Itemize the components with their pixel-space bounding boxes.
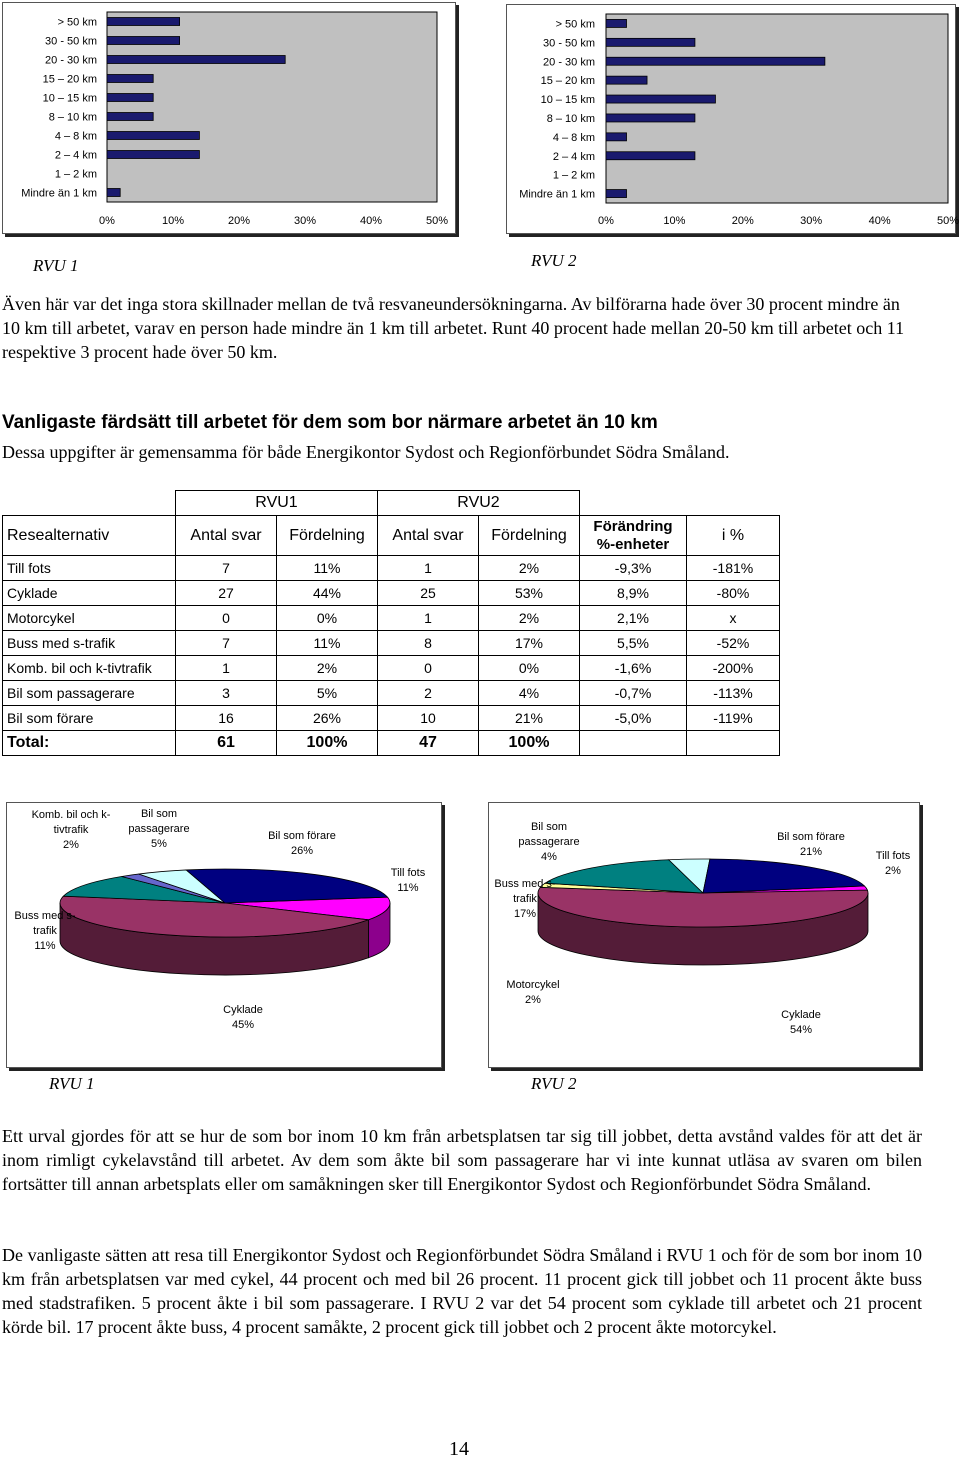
pie-chart-rvu1 bbox=[6, 802, 442, 1068]
col-header-forandring bbox=[580, 516, 687, 556]
slice-label-cyklade: 54% bbox=[789, 1024, 813, 1036]
row-antal-rvu1: 27 bbox=[176, 581, 277, 606]
bar bbox=[606, 19, 627, 27]
row-name: Bil som förare bbox=[3, 706, 176, 731]
bar bbox=[606, 57, 825, 65]
row-fordelning-rvu1: 11% bbox=[277, 556, 378, 581]
category-label: 20 - 30 km bbox=[543, 56, 595, 69]
row-forandring: -5,0% bbox=[580, 706, 687, 731]
slice-label-buss: Buss med s- bbox=[494, 878, 556, 890]
category-label: 30 - 50 km bbox=[45, 35, 97, 48]
pie-chart-rvu2-svg bbox=[489, 803, 919, 1067]
pie-chart-rvu2 bbox=[488, 802, 920, 1068]
row-antal-rvu1: 16 bbox=[176, 706, 277, 731]
slice-label-till-fots: Till fots bbox=[390, 867, 426, 879]
slice-label-forare: 26% bbox=[290, 845, 314, 857]
distance-chart-rvu2-svg bbox=[507, 5, 960, 233]
col-header-fordelning-rvu2: Fördelning bbox=[479, 516, 580, 556]
distance-chart-rvu1 bbox=[2, 2, 456, 234]
row-antal-rvu1: 7 bbox=[176, 631, 277, 656]
table-row bbox=[3, 606, 780, 631]
bar bbox=[107, 75, 153, 83]
bar bbox=[107, 37, 180, 45]
bar bbox=[107, 18, 180, 26]
category-label: 20 - 30 km bbox=[45, 54, 97, 67]
category-label: 30 - 50 km bbox=[543, 37, 595, 50]
col-header-antal-rvu2: Antal svar bbox=[378, 516, 479, 556]
col-header-resealternativ: Resealternativ bbox=[3, 516, 176, 556]
row-antal-rvu2: 1 bbox=[378, 606, 479, 631]
group-header-rvu2: RVU2 bbox=[378, 491, 580, 516]
col-header-fordelning-rvu1: Fördelning bbox=[277, 516, 378, 556]
category-label: 1 – 2 km bbox=[552, 169, 595, 182]
distance-chart-rvu1-svg bbox=[3, 3, 455, 233]
group-header-rvu1: RVU1 bbox=[176, 491, 378, 516]
row-name: Till fots bbox=[3, 556, 176, 581]
slice-label-passagerare: 4% bbox=[541, 851, 557, 863]
slice-label-buss: 11% bbox=[34, 940, 56, 952]
bar bbox=[606, 114, 695, 122]
col-header-forandring-line2: %-enheter bbox=[596, 535, 670, 553]
bar bbox=[606, 190, 627, 198]
slice-label-komb: Komb. bil och k- bbox=[31, 809, 111, 821]
row-fordelning-rvu2: 21% bbox=[479, 706, 580, 731]
category-label: Mindre än 1 km bbox=[21, 187, 97, 200]
slice-label-forare: Bil som förare bbox=[268, 830, 336, 842]
slice-label-motorcykel: 2% bbox=[525, 994, 541, 1006]
slice-label-buss: 17% bbox=[513, 908, 537, 920]
row-fordelning-rvu1: 5% bbox=[277, 681, 378, 706]
row-iprocent: -181% bbox=[687, 556, 780, 581]
row-iprocent: -119% bbox=[687, 706, 780, 731]
bar bbox=[107, 189, 120, 197]
table-row bbox=[3, 656, 780, 681]
slice-label-till-fots: Till fots bbox=[875, 850, 911, 862]
bar bbox=[606, 76, 647, 84]
row-antal-rvu2: 25 bbox=[378, 581, 479, 606]
x-tick-label: 0% bbox=[99, 215, 115, 227]
x-tick-label: 10% bbox=[663, 215, 686, 227]
row-antal-rvu1: 7 bbox=[176, 556, 277, 581]
section-subheading: Dessa uppgifter är gemensamma för både Energikontor Sydost och Regionförbundet Södra Småland. bbox=[2, 442, 730, 462]
row-antal-rvu2: 0 bbox=[378, 656, 479, 681]
row-iprocent: -200% bbox=[687, 656, 780, 681]
category-label: > 50 km bbox=[57, 16, 97, 29]
x-tick-label: 50% bbox=[936, 215, 960, 227]
total-fordelning-rvu2: 100% bbox=[479, 731, 580, 756]
table-row bbox=[3, 706, 780, 731]
row-name: Komb. bil och k-tivtrafik bbox=[3, 656, 176, 681]
row-name: Bil som passagerare bbox=[3, 681, 176, 706]
bar bbox=[606, 152, 695, 160]
slice-label-passagerare: passagerare bbox=[128, 823, 190, 835]
slice-label-passagerare: passagerare bbox=[518, 836, 580, 848]
col-header-forandring-line1: Förändring bbox=[593, 517, 673, 535]
table-row bbox=[3, 681, 780, 706]
bar bbox=[107, 151, 199, 159]
category-label: 2 – 4 km bbox=[552, 150, 595, 163]
slice-label-buss: trafik bbox=[513, 893, 537, 905]
category-label: 2 – 4 km bbox=[54, 149, 97, 162]
table-row bbox=[3, 631, 780, 656]
slice-label-till-fots: 11% bbox=[397, 882, 419, 894]
category-label: 8 – 10 km bbox=[48, 111, 97, 124]
slice-label-cyklade: Cyklade bbox=[781, 1009, 821, 1021]
bar bbox=[107, 56, 285, 64]
bar bbox=[107, 132, 199, 140]
slice-label-komb: 2% bbox=[63, 839, 79, 851]
distance-chart-rvu2 bbox=[506, 4, 960, 234]
bar bbox=[107, 113, 153, 121]
category-label: 8 – 10 km bbox=[546, 112, 595, 125]
slice-label-passagerare: 5% bbox=[151, 838, 167, 850]
total-antal-rvu1: 61 bbox=[176, 731, 277, 756]
slice-label-forare: Bil som förare bbox=[777, 831, 845, 843]
caption-rvu1-bottom: RVU 1 bbox=[49, 1074, 95, 1093]
row-antal-rvu1: 1 bbox=[176, 656, 277, 681]
slice-label-till-fots: 2% bbox=[885, 865, 901, 877]
x-tick-label: 30% bbox=[800, 215, 823, 227]
row-forandring: -9,3% bbox=[580, 556, 687, 581]
row-fordelning-rvu1: 26% bbox=[277, 706, 378, 731]
row-fordelning-rvu2: 4% bbox=[479, 681, 580, 706]
bar bbox=[107, 94, 153, 102]
x-tick-label: 50% bbox=[425, 215, 449, 227]
category-label: 15 – 20 km bbox=[540, 75, 595, 88]
row-fordelning-rvu1: 11% bbox=[277, 631, 378, 656]
row-iprocent: x bbox=[687, 606, 780, 631]
category-label: 4 – 8 km bbox=[552, 131, 595, 144]
category-label: 4 – 8 km bbox=[54, 130, 97, 143]
caption-rvu2-bottom: RVU 2 bbox=[531, 1074, 577, 1093]
category-label: 1 – 2 km bbox=[54, 168, 97, 181]
slice-label-buss: Buss med s- bbox=[14, 910, 76, 922]
bar bbox=[606, 95, 715, 103]
x-tick-label: 30% bbox=[293, 215, 317, 227]
table-row bbox=[3, 556, 780, 581]
slice-label-cyklade: 45% bbox=[231, 1019, 255, 1031]
x-tick-label: 0% bbox=[598, 215, 614, 227]
x-tick-label: 20% bbox=[227, 215, 251, 227]
total-label: Total: bbox=[3, 731, 176, 756]
slice-label-forare: 21% bbox=[799, 846, 823, 858]
paragraph-selection: Ett urval gjordes för att se hur de som bor inom 10 km från arbetsplatsen tar sig till jobbet, detta avstånd valdes för att det är inom rimligt cykelavstånd till arbetet. Av dem som åkte bil som passagerare har vi inte kunnat utläsa av svaren om bilen fortsätter till annan arbetsplats eller om samåkningen sker till Energikontor Sydost och Regionförbundet Södra Småland. bbox=[2, 1126, 922, 1194]
row-fordelning-rvu2: 2% bbox=[479, 556, 580, 581]
page-number: 14 bbox=[449, 1438, 469, 1460]
row-forandring: 2,1% bbox=[580, 606, 687, 631]
section-heading: Vanligaste färdsätt till arbetet för dem som bor närmare arbetet än 10 km bbox=[2, 412, 658, 433]
pie-chart-rvu1-svg bbox=[7, 803, 441, 1067]
x-tick-label: 40% bbox=[359, 215, 383, 227]
row-name: Motorcykel bbox=[3, 606, 176, 631]
row-forandring: -1,6% bbox=[580, 656, 687, 681]
category-label: 10 – 15 km bbox=[42, 92, 97, 105]
total-fordelning-rvu1: 100% bbox=[277, 731, 378, 756]
row-name: Buss med s-trafik bbox=[3, 631, 176, 656]
col-header-iprocent: i % bbox=[687, 516, 780, 556]
slice-label-motorcykel: Motorcykel bbox=[506, 979, 560, 991]
caption-rvu2-top: RVU 2 bbox=[531, 251, 577, 270]
row-name: Cyklade bbox=[3, 581, 176, 606]
row-fordelning-rvu2: 53% bbox=[479, 581, 580, 606]
row-antal-rvu2: 2 bbox=[378, 681, 479, 706]
col-header-antal-rvu1: Antal svar bbox=[176, 516, 277, 556]
row-fordelning-rvu2: 0% bbox=[479, 656, 580, 681]
row-antal-rvu1: 0 bbox=[176, 606, 277, 631]
row-forandring: 8,9% bbox=[580, 581, 687, 606]
table-row bbox=[3, 581, 780, 606]
row-antal-rvu2: 10 bbox=[378, 706, 479, 731]
paragraph-distance-summary: Även här var det inga stora skillnader mellan de två resvaneundersökningarna. Av bilförarna hade över 30 procent mindre än 10 km till arbetet, varav en person hade mindre än 1 km till arbetet. Runt 40 procent hade mellan 20-50 km till arbetet och 11 respektive 3 procent hade över 50 km. bbox=[2, 294, 905, 362]
caption-rvu1-top: RVU 1 bbox=[33, 256, 79, 275]
travel-mode-table bbox=[2, 490, 780, 756]
row-antal-rvu2: 1 bbox=[378, 556, 479, 581]
row-fordelning-rvu1: 44% bbox=[277, 581, 378, 606]
x-tick-label: 20% bbox=[731, 215, 754, 227]
slice-label-cyklade: Cyklade bbox=[223, 1004, 263, 1016]
category-label: > 50 km bbox=[555, 18, 595, 31]
row-fordelning-rvu2: 2% bbox=[479, 606, 580, 631]
row-iprocent: -80% bbox=[687, 581, 780, 606]
category-label: 15 – 20 km bbox=[42, 73, 97, 86]
slice-label-komb: tivtrafik bbox=[53, 824, 89, 836]
x-tick-label: 40% bbox=[868, 215, 891, 227]
row-forandring: 5,5% bbox=[580, 631, 687, 656]
slice-label-buss: trafik bbox=[33, 925, 57, 937]
category-label: 10 – 15 km bbox=[540, 94, 595, 107]
row-fordelning-rvu1: 0% bbox=[277, 606, 378, 631]
category-label: Mindre än 1 km bbox=[519, 188, 595, 201]
row-antal-rvu1: 3 bbox=[176, 681, 277, 706]
row-fordelning-rvu2: 17% bbox=[479, 631, 580, 656]
paragraph-results: De vanligaste sätten att resa till Energikontor Sydost och Regionförbundet Södra Småland i RVU 1 och för de som bor inom 10 km från arbetsplatsen var med cykel, 44 procent och med bil 26 procent. 11 procent gick till jobbet och 11 procent åkte buss med stadstrafiken. 5 procent åkte i bil som passagerare. I RVU 2 var det 54 procent som cyklade till arbetet och 21 procent körde bil. 17 procent åkte buss, 4 procent samåkte, 2 procent gick till jobbet och 2 procent åkte motorcykel. bbox=[2, 1245, 922, 1337]
row-iprocent: -113% bbox=[687, 681, 780, 706]
bar bbox=[606, 133, 627, 141]
row-fordelning-rvu1: 2% bbox=[277, 656, 378, 681]
x-tick-label: 10% bbox=[161, 215, 185, 227]
slice-label-passagerare: Bil som bbox=[140, 808, 178, 820]
bar bbox=[606, 38, 695, 46]
row-forandring: -0,7% bbox=[580, 681, 687, 706]
row-iprocent: -52% bbox=[687, 631, 780, 656]
row-antal-rvu2: 8 bbox=[378, 631, 479, 656]
slice-label-passagerare: Bil som bbox=[530, 821, 568, 833]
total-antal-rvu2: 47 bbox=[378, 731, 479, 756]
